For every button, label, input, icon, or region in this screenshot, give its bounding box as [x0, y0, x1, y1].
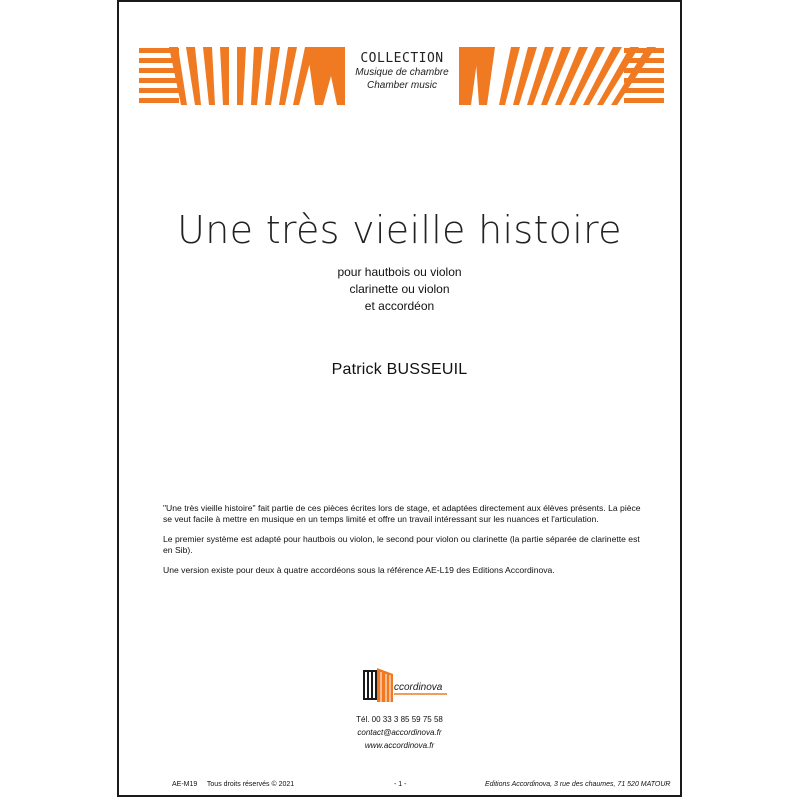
- footer-reference: [172, 781, 294, 788]
- collection-banner: [139, 47, 664, 105]
- instrumentation-line: pour hautbois ou violon: [337, 265, 462, 279]
- instrumentation-line: et accordéon: [364, 299, 435, 313]
- piece-title: Une très vieille histoire: [177, 208, 622, 252]
- catalog-number: AE-M19: [172, 781, 198, 788]
- collection-title: COLLECTION: [360, 51, 444, 66]
- accordion-logo-icon: [359, 662, 449, 707]
- phone-number: Tél. 00 33 3 85 59 75 58: [356, 715, 443, 724]
- website-link[interactable]: www.accordinova.fr: [364, 741, 435, 750]
- description-paragraph: Une version existe pour deux à quatre accordéons sous la référence AE-L19 des Editions Accordinova.: [163, 565, 555, 575]
- instrumentation-line: clarinette ou violon: [349, 282, 450, 296]
- score-cover-page: [117, 0, 682, 797]
- collection-subtitle-fr: Musique de chambre: [355, 67, 449, 78]
- email-link[interactable]: contact@accordinova.fr: [357, 728, 442, 737]
- description-paragraph: "Une très vieille histoire" fait partie de ces pièces écrites lors de stage, et adaptées directement aux élèves présents. La pièce se veut facile à mettre en musique en un temps limité et offre un travail intéressant sur les nuances et l'articulation.: [163, 503, 641, 524]
- composer-name: Patrick BUSSEUIL: [331, 361, 468, 378]
- publisher-address: Editions Accordinova, 3 rue des chaumes, 71 520 MATOUR: [485, 781, 671, 788]
- accordinova-logo: [359, 662, 449, 707]
- logo-wordmark: ccordinova: [394, 682, 443, 693]
- copyright-notice: Tous droits réservés © 2021: [206, 781, 295, 788]
- description: [163, 503, 641, 585]
- publisher-contact: [119, 713, 680, 752]
- description-paragraph: Le premier système est adapté pour hautbois ou violon, le second pour violon ou clarinette (la partie séparée de clarinette est en Sib).: [163, 534, 640, 555]
- collection-label-box: [347, 47, 457, 105]
- instrumentation: [119, 264, 680, 315]
- page-number: - 1 -: [394, 781, 407, 788]
- collection-subtitle-en: Chamber music: [366, 80, 438, 91]
